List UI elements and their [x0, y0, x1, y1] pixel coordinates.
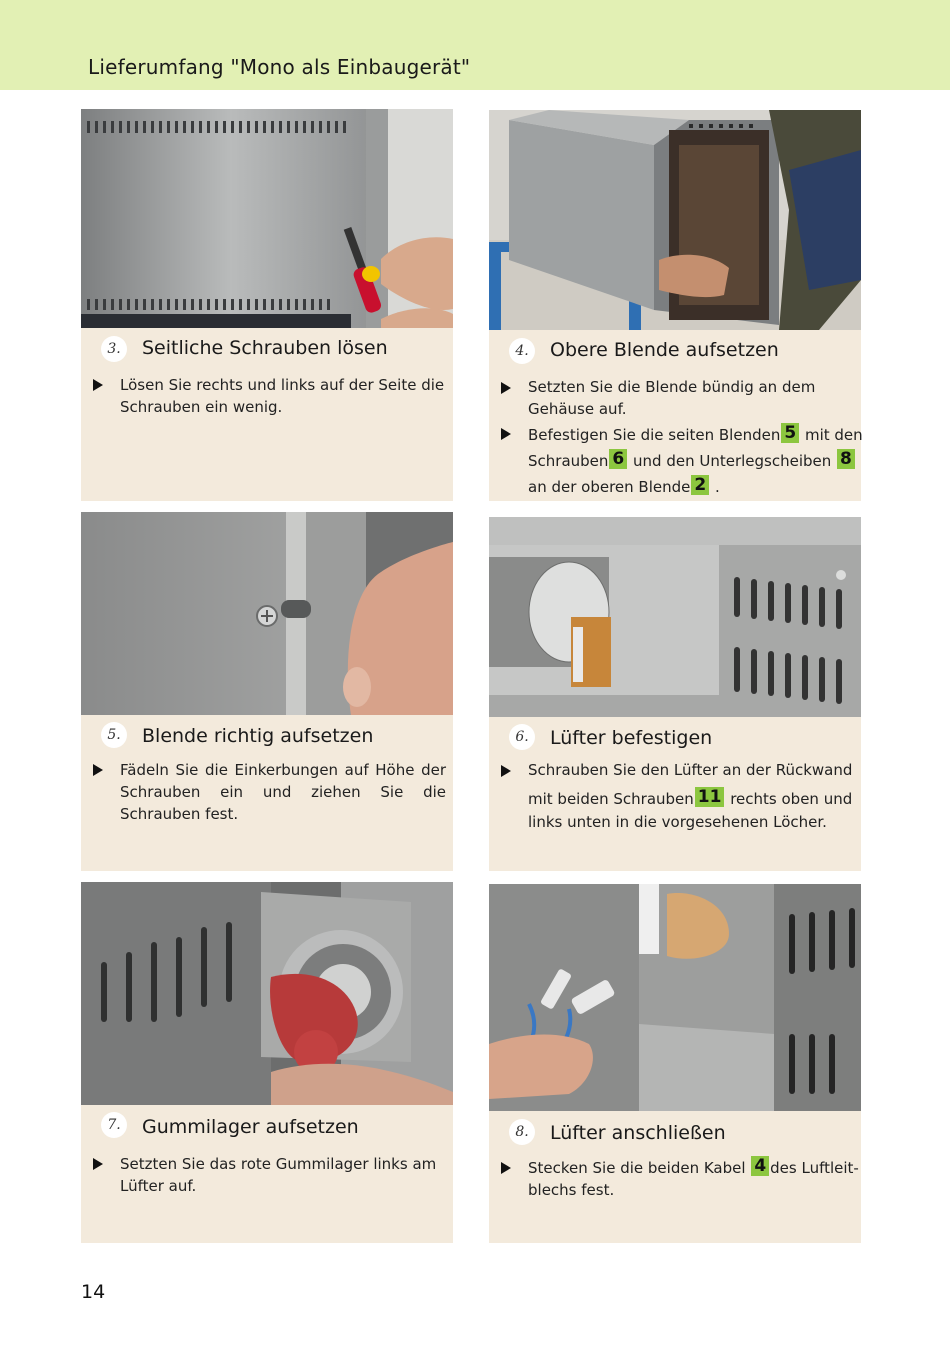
step-title: Lüfter anschließen — [550, 1122, 726, 1144]
step-number-badge: 8. — [509, 1119, 535, 1145]
step-8-photo — [489, 884, 861, 1111]
step-title: Gummilager aufsetzen — [142, 1116, 359, 1138]
text-segment: mit den — [800, 426, 863, 444]
step-text-line: Schrauben ein wenig. — [120, 398, 283, 416]
step-text-line — [528, 449, 856, 472]
step-4-photo — [489, 110, 861, 330]
step-card-6 — [489, 517, 861, 871]
page-title: Lieferumfang "Mono als Einbaugerät" — [88, 55, 471, 79]
step-title: Obere Blende aufsetzen — [550, 339, 779, 361]
step-title: Seitliche Schrauben lösen — [142, 337, 388, 359]
step-card-8 — [489, 884, 861, 1243]
part-number-badge: 2 — [691, 475, 709, 495]
step-card-7 — [81, 882, 453, 1243]
step-title: Blende richtig aufsetzen — [142, 725, 374, 747]
step-3-photo — [81, 109, 453, 328]
bullet-arrow-icon — [501, 765, 511, 777]
step-text-line: Lösen Sie rechts und links auf der Seite die — [120, 376, 445, 394]
bullet-arrow-icon — [501, 1162, 511, 1174]
step-text-line: Setzten Sie das rote Gummilager links am — [120, 1155, 437, 1173]
text-segment: . — [710, 478, 720, 496]
step-text-line: Gehäuse auf. — [528, 400, 627, 418]
part-number-badge: 11 — [695, 787, 725, 807]
bullet-arrow-icon — [93, 764, 103, 776]
text-segment: mit beiden Schrauben — [528, 790, 694, 808]
step-title: Lüfter befestigen — [550, 727, 713, 749]
part-number-badge: 4 — [751, 1156, 769, 1176]
step-text-line — [528, 1156, 859, 1179]
step-text-line: Schrauben Sie den Lüfter an der Rückwand — [528, 761, 853, 779]
text-segment: und den Unterlegscheiben — [628, 452, 837, 470]
step-text-line: Lüfter auf. — [120, 1177, 197, 1195]
step-card-3 — [81, 109, 453, 501]
step-number-badge: 4. — [509, 338, 535, 364]
step-number-badge: 6. — [509, 724, 535, 750]
step-text-line: blechs fest. — [528, 1181, 615, 1199]
text-segment: rechts oben und — [725, 790, 853, 808]
step-5-photo — [81, 512, 453, 715]
part-number-badge: 8 — [837, 449, 855, 469]
step-7-photo — [81, 882, 453, 1105]
text-segment: Schrauben — [528, 452, 609, 470]
step-text-line: links unten in die vorgesehenen Löcher. — [528, 813, 827, 831]
step-text-line — [528, 423, 863, 446]
bullet-arrow-icon — [93, 1158, 103, 1170]
text-segment: an der oberen Blende — [528, 478, 691, 496]
step-number-badge: 5. — [101, 722, 127, 748]
step-text: Fädeln Sie die Einkerbungen auf Höhe der Schrauben ein und ziehen Sie die Schrauben fest. — [120, 761, 446, 823]
step-text-line — [528, 787, 852, 810]
step-text-line: Setzten Sie die Blende bündig an dem — [528, 378, 816, 396]
part-number-badge: 6 — [609, 449, 627, 469]
step-number-badge: 7. — [101, 1112, 127, 1138]
text-segment: Befestigen Sie die seiten Blenden — [528, 426, 781, 444]
part-number-badge: 5 — [781, 423, 799, 443]
step-6-photo — [489, 517, 861, 717]
bullet-arrow-icon — [501, 428, 511, 440]
step-number-badge: 3. — [101, 336, 127, 362]
step-card-4 — [489, 110, 861, 501]
text-segment: des Luftleit- — [770, 1159, 859, 1177]
bullet-arrow-icon — [501, 382, 511, 394]
step-card-5 — [81, 512, 453, 871]
step-text-line — [528, 475, 720, 498]
page-number: 14 — [81, 1281, 106, 1303]
text-segment: Stecken Sie die beiden Kabel — [528, 1159, 751, 1177]
bullet-arrow-icon — [93, 379, 103, 391]
